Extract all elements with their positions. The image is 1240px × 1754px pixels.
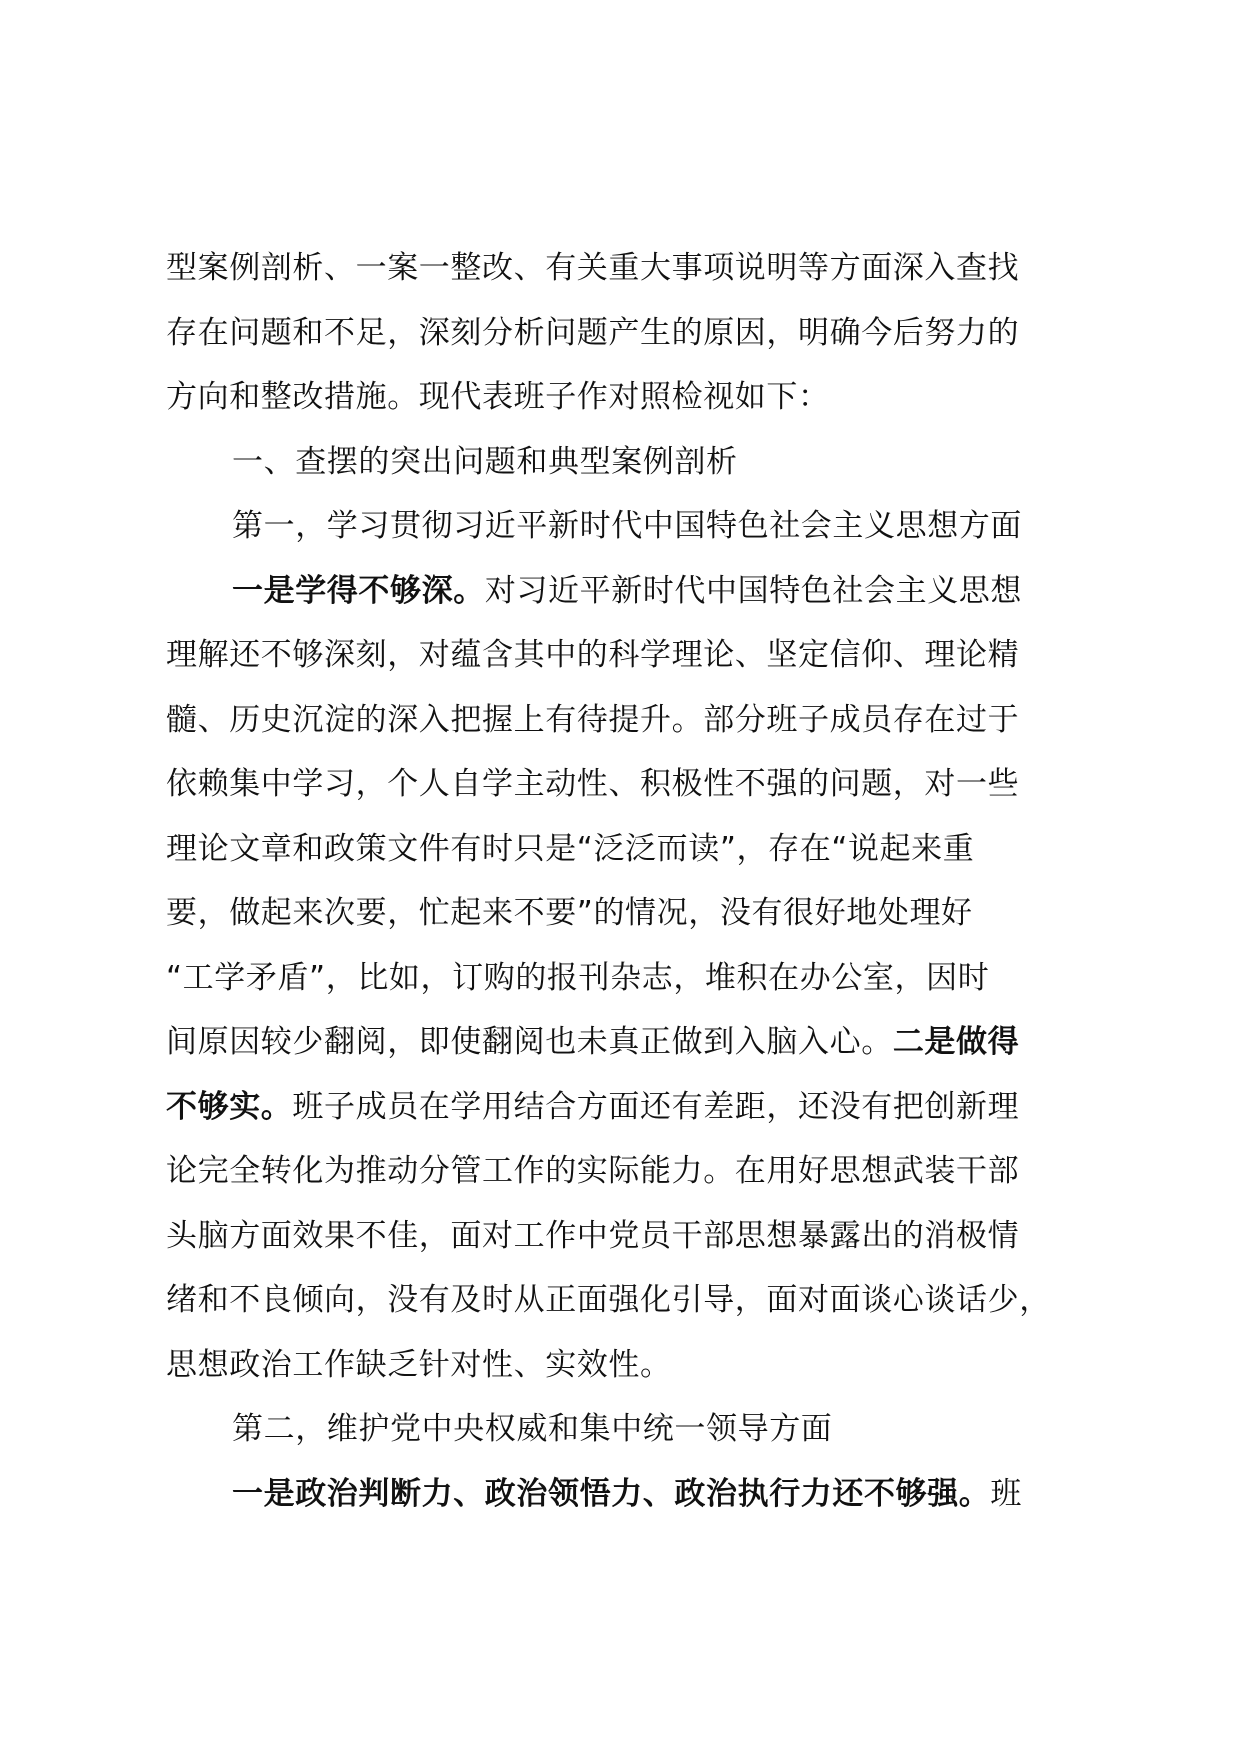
body-line: 存在问题和不足，深刻分析问题产生的原因，明确今后努力的 (166, 314, 1020, 351)
body-line: 一是政治判断力、政治领悟力、政治执行力还不够强。班 (232, 1475, 1023, 1512)
body-line: 方向和整改措施。现代表班子作对照检视如下： (166, 379, 830, 415)
subsection-heading: 第二，维护党中央权威和集中统一领导方面 (232, 1411, 833, 1447)
bold-lead: 二是做得 (892, 1024, 1020, 1060)
body-line: 论完全转化为推动分管工作的实际能力。在用好思想武装干部 (166, 1153, 1020, 1189)
bold-lead: 一是政治判断力、政治领悟力、政治执行力还不够强。 (232, 1475, 991, 1512)
subsection-heading: 第一，学习贯彻习近平新时代中国特色社会主义思想方面 (232, 508, 1022, 544)
document-body (166, 236, 1086, 1526)
body-line: 绪和不良倾向，没有及时从正面强化引导，面对面谈心谈话少， (166, 1282, 1051, 1318)
body-line: 一是学得不够深。对习近平新时代中国特色社会主义思想 (232, 572, 1023, 609)
body-line: 要，做起来次要，忙起来不要”的情况，没有很好地处理好 (166, 895, 973, 931)
body-line: 间原因较少翻阅，即使翻阅也未真正做到入脑入心。二是做得 (166, 1024, 1020, 1060)
body-line: 思想政治工作缺乏针对性、实效性。 (166, 1346, 672, 1383)
body-line: 理解还不够深刻，对蕴含其中的科学理论、坚定信仰、理论精 (166, 637, 1020, 673)
body-line: 髓、历史沉淀的深入把握上有待提升。部分班子成员存在过于 (166, 701, 1020, 738)
body-line: 不够实。班子成员在学用结合方面还有差距，还没有把创新理 (166, 1088, 1020, 1125)
body-line: 理论文章和政策文件有时只是“泛泛而读”，存在“说起来重 (166, 830, 975, 867)
body-line: 头脑方面效果不佳，面对工作中党员干部思想暴露出的消极情 (166, 1217, 1020, 1254)
body-line: 型案例剖析、一案一整改、有关重大事项说明等方面深入查找 (166, 250, 1020, 286)
body-line: 依赖集中学习，个人自学主动性、积极性不强的问题，对一些 (166, 766, 1020, 802)
bold-lead: 一是学得不够深。 (232, 572, 485, 609)
bold-lead: 不够实。 (166, 1088, 293, 1125)
section-heading: 一、查摆的突出问题和典型案例剖析 (232, 443, 738, 480)
body-line: “工学矛盾”，比如，订购的报刊杂志，堆积在办公室，因时 (166, 959, 990, 996)
